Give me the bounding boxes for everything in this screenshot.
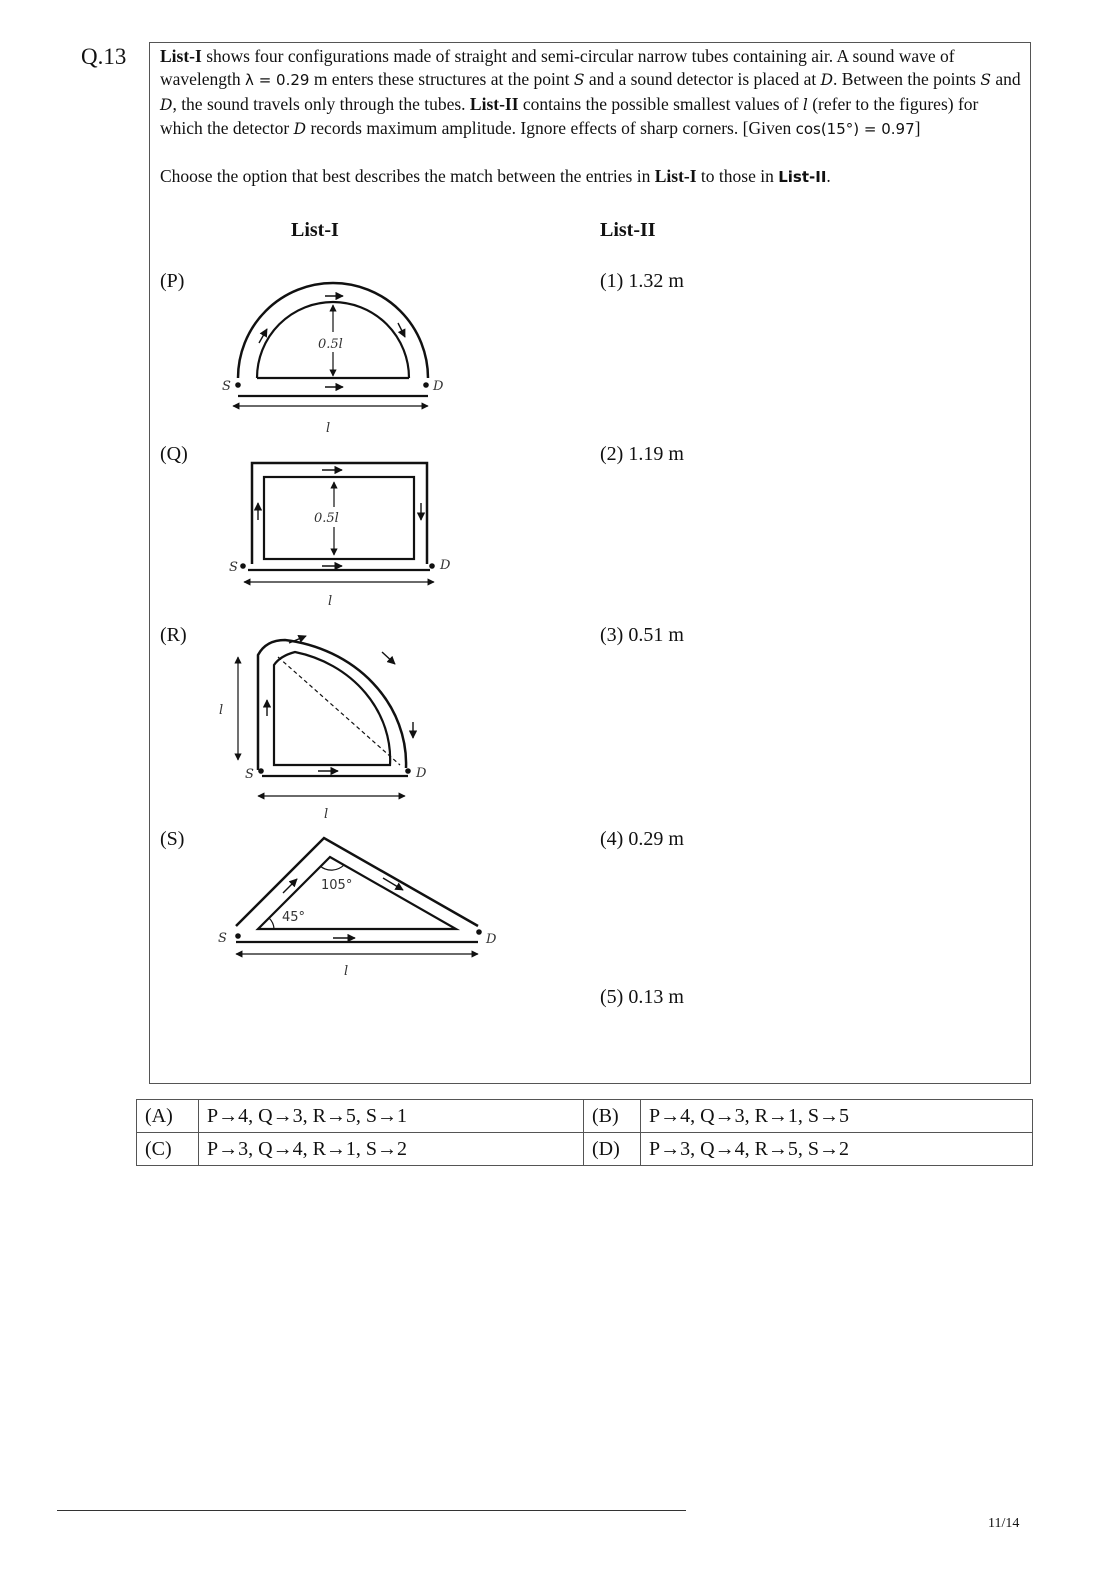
stem-math-cos: cos(15°) = 0.97 — [795, 119, 915, 138]
stem-text: shows four configurations made of straight and semi-circular narrow tubes containing air. A sound wave of wavelength — [160, 46, 955, 90]
option-a-key[interactable]: (A) — [137, 1100, 199, 1133]
s-base-label: l — [344, 964, 349, 979]
r-d-label: D — [416, 766, 427, 781]
s-angle-left-label: 45° — [282, 910, 306, 925]
option-b-text[interactable]: P→4, Q→3, R→1, S→5 — [641, 1100, 1033, 1133]
stem-text: (refer to the figures) for which the detector — [160, 93, 979, 138]
q-base-label: l — [328, 594, 333, 609]
option-d-text[interactable]: P→3, Q→4, R→5, S→2 — [641, 1133, 1033, 1166]
stem-math-l: l — [802, 95, 808, 114]
stem-bold-list2: List-II — [469, 93, 519, 114]
options-table — [136, 1099, 1033, 1166]
stem-text: , the sound travels only through the tubes. — [172, 93, 470, 114]
r-side-label: l — [219, 703, 224, 718]
p-base-label: l — [326, 421, 331, 436]
list2-item-1: (1) 1.32 m — [600, 270, 684, 292]
list1-label-s: (S) — [160, 828, 185, 850]
stem-bold-list1: List-I — [160, 46, 202, 66]
option-c-key[interactable]: (C) — [137, 1133, 199, 1166]
option-d-key[interactable]: (D) — [584, 1133, 641, 1166]
options-row — [137, 1133, 1033, 1166]
list2-header: List-II — [600, 219, 656, 241]
question-number: Q.13 — [81, 44, 127, 69]
p-d-label: D — [433, 379, 444, 394]
list1-label-p: (P) — [160, 270, 185, 292]
r-s-label: S — [245, 767, 254, 782]
stem-text: m enters these structures at the point — [309, 69, 574, 90]
figure-r — [238, 636, 413, 796]
p-s-label: S — [222, 379, 231, 394]
stem-text: ] — [914, 117, 921, 138]
stem-math-d: D — [293, 119, 307, 138]
list1-label-r: (R) — [160, 624, 187, 646]
list2-item-4: (4) 0.29 m — [600, 828, 684, 850]
list1-label-q: (Q) — [160, 443, 188, 465]
s-s-label: S — [218, 931, 227, 946]
s-angle-top-label: 105° — [321, 878, 353, 893]
figure-s — [236, 838, 478, 954]
stem-math-d: D — [160, 95, 173, 114]
option-c-text[interactable]: P→3, Q→4, R→1, S→2 — [199, 1133, 584, 1166]
p-height-label: 0.5l — [318, 337, 343, 352]
stem-math-lambda: λ = 0.29 — [245, 71, 310, 90]
list2-item-2: (2) 1.19 m — [600, 443, 684, 465]
stem-text: and — [990, 69, 1021, 90]
stem-text: contains the possible smallest values of — [518, 93, 803, 114]
choose-text: to those in — [696, 166, 779, 186]
list2-item-3: (3) 0.51 m — [600, 624, 684, 646]
list2-item-5: (5) 0.13 m — [600, 986, 684, 1008]
list1-header: List-I — [291, 219, 339, 241]
footer-rule — [57, 1510, 686, 1511]
stem-text: and a sound detector is placed at — [584, 69, 821, 90]
q-d-label: D — [440, 558, 451, 573]
q-s-label: S — [229, 560, 238, 575]
r-base-label: l — [324, 807, 329, 822]
choose-text: Choose the option that best describes the match between the entries in — [160, 166, 655, 186]
page-number: 11/14 — [988, 1516, 1020, 1531]
choose-bold-list1: List-I — [654, 166, 697, 186]
stem-math-d: D — [820, 71, 834, 90]
option-a-text[interactable]: P→4, Q→3, R→5, S→1 — [199, 1100, 584, 1133]
option-b-key[interactable]: (B) — [584, 1100, 641, 1133]
options-row — [137, 1100, 1033, 1133]
choose-bold-list2: List-II — [778, 168, 827, 186]
stem-math-s: S — [980, 71, 991, 90]
stem-text: records maximum amplitude. Ignore effects of sharp corners. [Given — [306, 117, 796, 138]
choose-text: . — [826, 166, 831, 186]
stem-math-s: S — [573, 71, 585, 90]
q-height-label: 0.5l — [314, 511, 339, 526]
s-d-label: D — [486, 932, 497, 947]
stem-text: . Between the points — [833, 69, 981, 90]
